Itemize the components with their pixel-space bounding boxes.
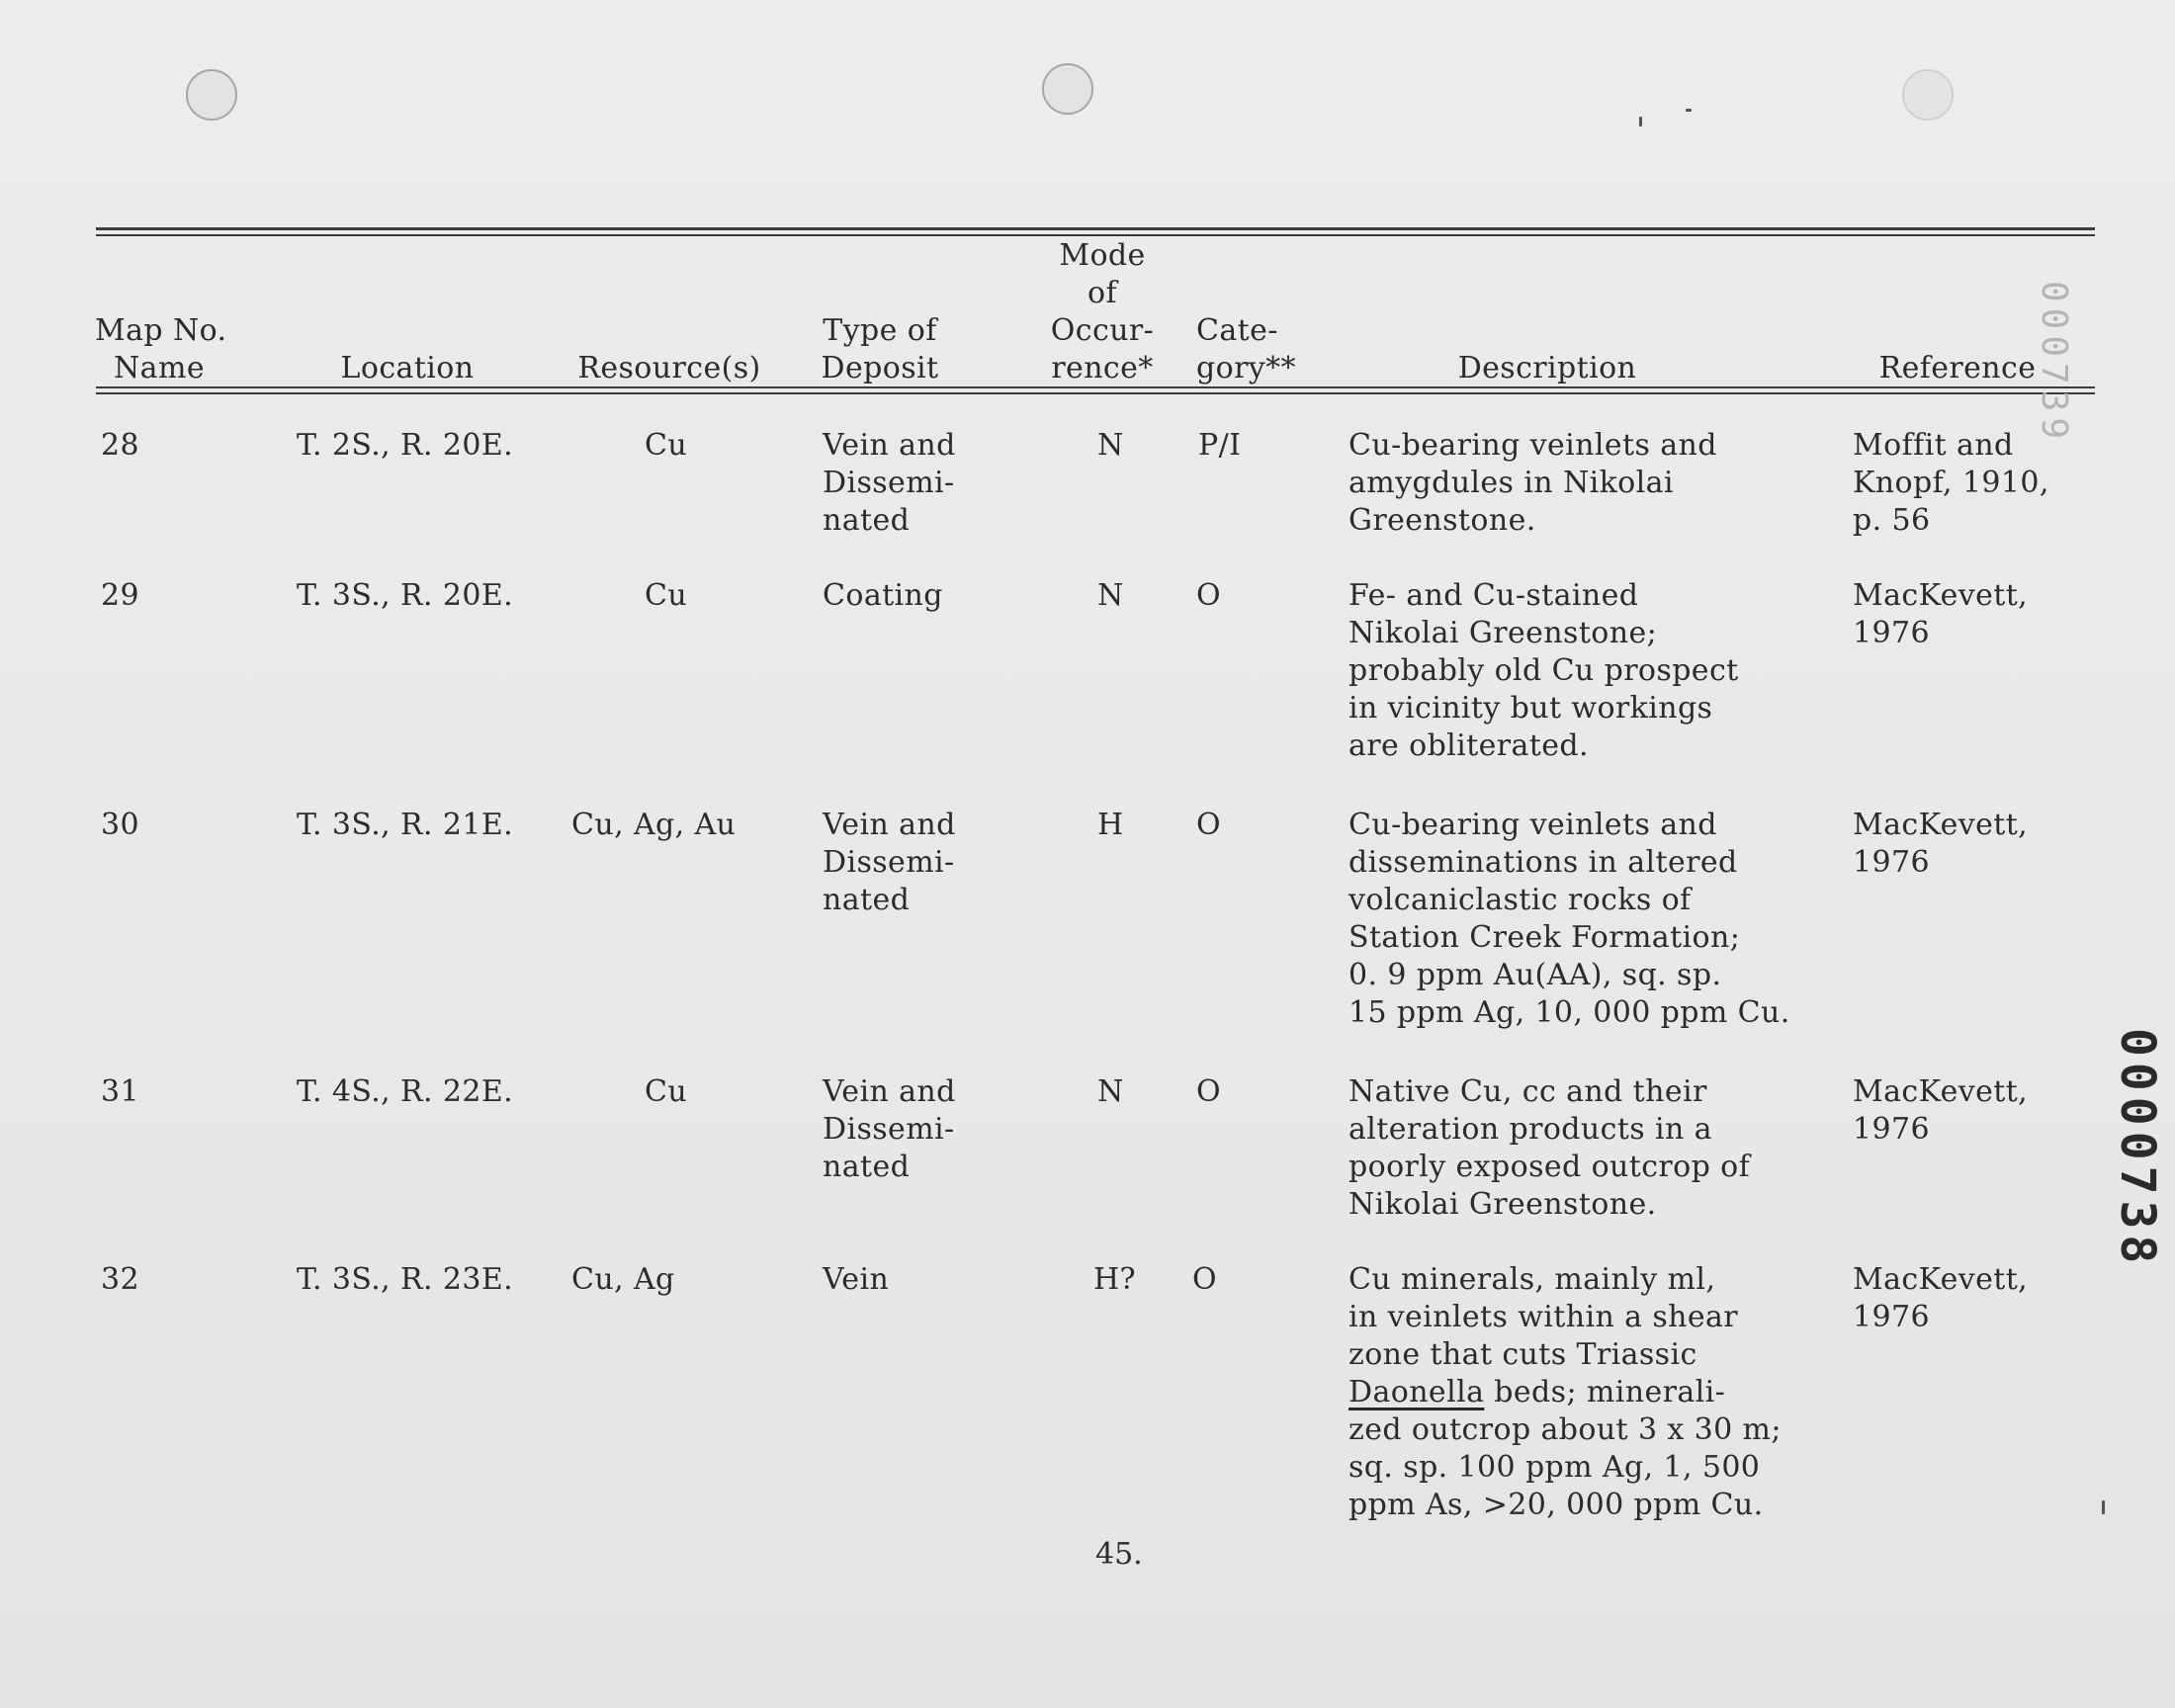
faint-stamp-number: 000739 (2034, 281, 2074, 446)
cell-location: T. 2S., R. 20E. (297, 428, 514, 463)
cell-description: Cu-bearing veinlets and disseminations in altered volcaniclastic rocks of Station Creek Formation; 0. 9 ppm Au(AA), sq. sp. 15 ppm Ag, 10, 000 ppm Cu. (1348, 808, 1790, 1030)
cell-reference: Moffit and Knopf, 1910, p. 56 (1853, 428, 2049, 538)
cell-reference: MacKevett, 1976 (1853, 1262, 2029, 1334)
cell-description: Cu-bearing veinlets and amygdules in Nikolai Greenstone. (1348, 428, 1717, 538)
cell-reference: MacKevett, 1976 (1853, 808, 2029, 880)
speck (1686, 109, 1692, 112)
cell-mode: N (1097, 578, 1124, 613)
cell-description: Fe- and Cu-stained Nikolai Greenstone; probably old Cu prospect in vicinity but workings are obliterated. (1348, 578, 1739, 763)
binder-hole-right (1902, 69, 1954, 121)
cell-map-no: 32 (101, 1262, 139, 1297)
cell-category: O (1196, 808, 1221, 842)
cell-mode: N (1097, 1074, 1124, 1109)
cell-resources: Cu (645, 428, 688, 463)
cell-type-of-deposit: Vein (823, 1262, 890, 1297)
header-map-no-name: Map No. Name (95, 313, 227, 385)
header-location: Location (340, 351, 475, 385)
header-category: Cate- gory** (1196, 313, 1296, 385)
header-reference: Reference (1878, 351, 2037, 385)
header-resources: Resource(s) (577, 351, 761, 385)
cell-description (1348, 1261, 1782, 1524)
header-rule (96, 386, 2095, 388)
top-rule (96, 227, 2095, 230)
genus-name-underlined: Daonella (1348, 1375, 1485, 1409)
description-line: Cu minerals, mainly ml, (1348, 1262, 1716, 1297)
cell-type-of-deposit: Coating (823, 578, 943, 613)
binder-hole-left (186, 69, 237, 121)
binder-hole-center (1042, 63, 1093, 115)
description-line: zone that cuts Triassic (1348, 1337, 1697, 1372)
cell-category: O (1196, 578, 1221, 613)
page-number: 45. (1095, 1537, 1143, 1572)
cell-mode: H (1097, 808, 1124, 842)
cell-type-of-deposit: Vein and Dissemi- nated (823, 428, 956, 538)
cell-description: Native Cu, cc and their alteration products in a poorly exposed outcrop of Nikolai Greenstone. (1348, 1074, 1751, 1222)
cell-mode: H? (1093, 1262, 1137, 1297)
cell-resources: Cu, Ag, Au (571, 808, 737, 842)
cell-map-no: 29 (101, 578, 139, 613)
description-line: beds; minerali- (1484, 1375, 1726, 1409)
cell-category: O (1196, 1074, 1221, 1109)
cell-category: P/I (1198, 428, 1242, 463)
cell-resources: Cu, Ag (571, 1262, 675, 1297)
header-type-of-deposit: Type of Deposit (821, 313, 939, 385)
cell-map-no: 31 (101, 1074, 139, 1109)
document-stamp-number: 0000738 (2110, 1028, 2165, 1270)
header-description: Description (1457, 351, 1637, 385)
cell-reference: MacKevett, 1976 (1853, 1074, 2029, 1147)
speck (1639, 117, 1642, 127)
description-line: zed outcrop about 3 x 30 m; sq. sp. 100 ppm Ag, 1, 500 ppm As, >20, 000 ppm Cu. (1348, 1412, 1782, 1522)
cell-location: T. 3S., R. 23E. (297, 1262, 514, 1297)
cell-location: T. 4S., R. 22E. (297, 1074, 514, 1109)
cell-mode: N (1097, 428, 1124, 463)
description-line: in veinlets within a shear (1348, 1300, 1739, 1334)
cell-type-of-deposit: Vein and Dissemi- nated (823, 1074, 956, 1184)
top-rule (96, 234, 2095, 236)
cell-map-no: 28 (101, 428, 139, 463)
speck (2102, 1500, 2105, 1514)
cell-type-of-deposit: Vein and Dissemi- nated (823, 808, 956, 917)
cell-reference: MacKevett, 1976 (1853, 578, 2029, 650)
header-mode-of-occurrence: Mode of Occur- rence* (1050, 238, 1155, 385)
cell-location: T. 3S., R. 21E. (297, 808, 514, 842)
cell-resources: Cu (645, 578, 688, 613)
cell-resources: Cu (645, 1074, 688, 1109)
cell-location: T. 3S., R. 20E. (297, 578, 514, 613)
header-rule (96, 392, 2095, 394)
cell-map-no: 30 (101, 808, 139, 842)
cell-category: O (1192, 1262, 1217, 1297)
